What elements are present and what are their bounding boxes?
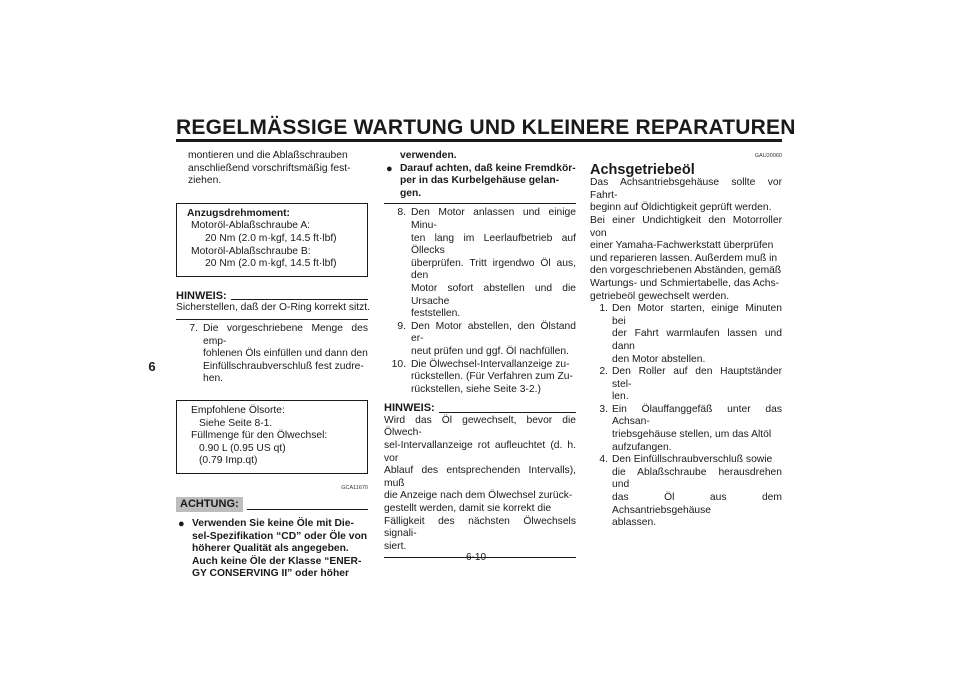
step-number: 8.	[397, 207, 406, 219]
heading-rule	[247, 509, 368, 510]
step-2	[590, 366, 782, 404]
text-line: einer Yamaha-Fachwerkstatt überprüfen	[590, 240, 774, 252]
text-line: Ein Ölauffanggefäß unter das Achsan-	[612, 403, 782, 428]
intro-text	[176, 150, 368, 188]
text-line: GY CONSERVING II” oder höher	[192, 568, 349, 580]
section-title: Achsgetriebeöl	[590, 161, 695, 178]
text-line: Ablauf des entsprechenden Intervalls), muß	[384, 465, 576, 489]
torque-box-title: Anzugsdrehmoment:	[187, 207, 290, 219]
hinweis-text: Sicherstellen, daß der O-Ring korrekt sitzt.	[176, 302, 370, 314]
oil-value: 0.90 L (0.95 US qt)	[199, 442, 286, 454]
column-1	[176, 150, 368, 581]
step-9	[384, 321, 576, 359]
page-number: 6-10	[466, 552, 487, 563]
step-7	[176, 323, 368, 386]
hinweis-label: HINWEIS:	[384, 402, 435, 415]
text-line: Den Einfüllschraubverschluß sowie	[612, 454, 773, 466]
text-line: Den Motor anlassen und einige Minu-	[411, 207, 576, 231]
text-line: sel-Spezifikation “CD” oder Öle von	[192, 530, 368, 542]
text-line: len.	[612, 391, 629, 403]
oil-box	[176, 400, 368, 474]
warning-bullet	[176, 518, 368, 581]
torque-value: 20 Nm (2.0 m·kgf, 14.5 ft·lbf)	[205, 232, 337, 244]
text-line: den vorgeschriebenen Abständen, gemäß	[590, 265, 782, 277]
hinweis-end-rule	[176, 319, 368, 320]
text-line: montieren und die Ablaßschrauben	[188, 150, 348, 161]
bullet-icon: ●	[386, 162, 393, 175]
text-line: die Anzeige nach dem Ölwechsel zurück-	[384, 490, 573, 502]
text-line: siert.	[384, 540, 407, 552]
oil-value: Siehe Seite 8-1.	[199, 417, 273, 429]
warning-continued: verwenden.	[400, 150, 457, 161]
title-underline	[176, 139, 782, 142]
step-number: 2.	[599, 366, 608, 378]
text-line: den Motor abstellen.	[612, 353, 706, 365]
text-line: Motor sofort abstellen und die Ursache	[411, 282, 576, 307]
warning-bullet	[384, 163, 576, 201]
text-line: ablassen.	[612, 517, 657, 529]
step-number: 9.	[397, 320, 406, 332]
text-line: Die Ölwechsel-Intervallanzeige zu-	[411, 358, 570, 370]
step-8	[384, 207, 576, 320]
text-line: neut prüfen und ggf. Öl nachfüllen.	[411, 345, 569, 357]
text-line: gen.	[400, 187, 422, 199]
chapter-tab: 6	[148, 359, 156, 374]
step-4	[590, 454, 782, 530]
bullet-icon: ●	[178, 518, 185, 531]
section-intro	[590, 177, 782, 303]
text-line: Wartungs- und Schmiertabelle, das Achs-	[590, 277, 780, 289]
text-line: gestellt werden, damit sie korrekt die	[384, 503, 552, 515]
oil-value: (0.79 Imp.qt)	[199, 455, 258, 467]
text-line: Wird das Öl gewechselt, bevor die Ölwech-	[384, 414, 576, 439]
step-1	[590, 303, 782, 366]
text-line: sel-Intervallanzeige rot aufleuchtet (d. h. vor	[384, 440, 576, 464]
text-line: Fälligkeit des nächsten Ölwechsels signali-	[384, 515, 576, 540]
text-line: Den Motor abstellen, den Ölstand er-	[411, 320, 576, 345]
text-line: getriebeöl gewechselt werden.	[590, 290, 730, 302]
text-line: fohlenen Öls einfüllen und dann den	[203, 348, 368, 360]
step-number: 7.	[189, 322, 198, 334]
text-line: ten lang im Leerlaufbetrieb auf Öllecks	[411, 232, 576, 257]
text-line: Darauf achten, daß keine Fremdkör-	[400, 162, 576, 174]
hinweis-heading	[176, 290, 368, 303]
text-line: Den Motor starten, einige Minuten bei	[612, 303, 782, 327]
text-line: hen.	[203, 373, 224, 385]
step-number: 4.	[599, 454, 608, 466]
text-line: anschließend vorschriftsmäßig fest-	[188, 162, 351, 174]
page-title: REGELMÄSSIGE WARTUNG UND KLEINERE REPARATUREN	[176, 116, 796, 139]
text-line: rückstellen, siehe Seite 3-2.)	[411, 383, 541, 395]
step-3	[590, 404, 782, 454]
section-code: GAU20060	[754, 153, 782, 159]
text-line: Die vorgeschriebene Menge des emp-	[203, 322, 368, 347]
heading-rule	[231, 299, 368, 300]
torque-box	[176, 203, 368, 277]
column-2	[384, 150, 576, 558]
step-10	[384, 359, 576, 397]
text-line: Verwenden Sie keine Öle mit Die-	[192, 518, 354, 530]
hinweis-label: HINWEIS:	[176, 289, 227, 302]
torque-item: Motoröl-Ablaßschraube A:	[191, 220, 311, 232]
text-line: Das Achsantriebsgehäuse sollte vor Fahrt-	[590, 177, 782, 201]
text-line: feststellen.	[411, 308, 461, 320]
text-line: triebsgehäuse stellen, um das Altöl	[612, 429, 772, 441]
text-line: aufzufangen.	[612, 441, 672, 453]
text-line: überprüfen. Tritt irgendwo Öl aus, den	[411, 257, 576, 282]
text-line: Den Roller auf den Hauptständer stel-	[612, 366, 782, 390]
torque-value: 20 Nm (2.0 m·kgf, 14.5 ft·lbf)	[205, 258, 337, 270]
column-3	[590, 150, 782, 530]
oil-label: Füllmenge für den Ölwechsel:	[191, 430, 328, 442]
text-line: Auch keine Öle der Klasse “ENER-	[192, 555, 362, 567]
oil-label: Empfohlene Ölsorte:	[191, 404, 285, 416]
achtung-label: ACHTUNG:	[176, 497, 243, 512]
text-line: ziehen.	[188, 175, 222, 187]
text-line: rückstellen. (Für Verfahren zum Zu-	[411, 371, 573, 383]
torque-item: Motoröl-Ablaßschraube B:	[191, 245, 311, 257]
text-line: und reparieren lassen. Außerdem muß in	[590, 252, 778, 264]
hinweis-heading	[384, 402, 576, 415]
heading-rule	[439, 412, 576, 413]
achtung-heading	[176, 497, 368, 512]
text-line: beginn auf Öldichtigkeit geprüft werden.	[590, 202, 772, 214]
text-line: der Fahrt warmlaufen lassen und dann	[612, 328, 782, 352]
text-line: Einfüllschraubverschluß fest zudre-	[203, 360, 364, 372]
text-line: Bei einer Undichtigkeit den Motorroller von	[590, 214, 782, 239]
step-number: 3.	[599, 403, 608, 415]
warning-code: GCA11670	[341, 484, 368, 491]
step-number: 1.	[599, 303, 608, 315]
warning-end-rule	[384, 203, 576, 204]
step-number: 10.	[391, 358, 406, 370]
text-line: per in das Kurbelgehäuse gelan-	[400, 175, 560, 187]
text-line: höherer Qualität als angegeben.	[192, 543, 349, 555]
text-line: das Öl aus dem Achsantriebsgehäuse	[612, 492, 782, 516]
hinweis-text	[384, 415, 576, 554]
text-line: die Ablaßschraube herausdrehen und	[612, 466, 782, 491]
